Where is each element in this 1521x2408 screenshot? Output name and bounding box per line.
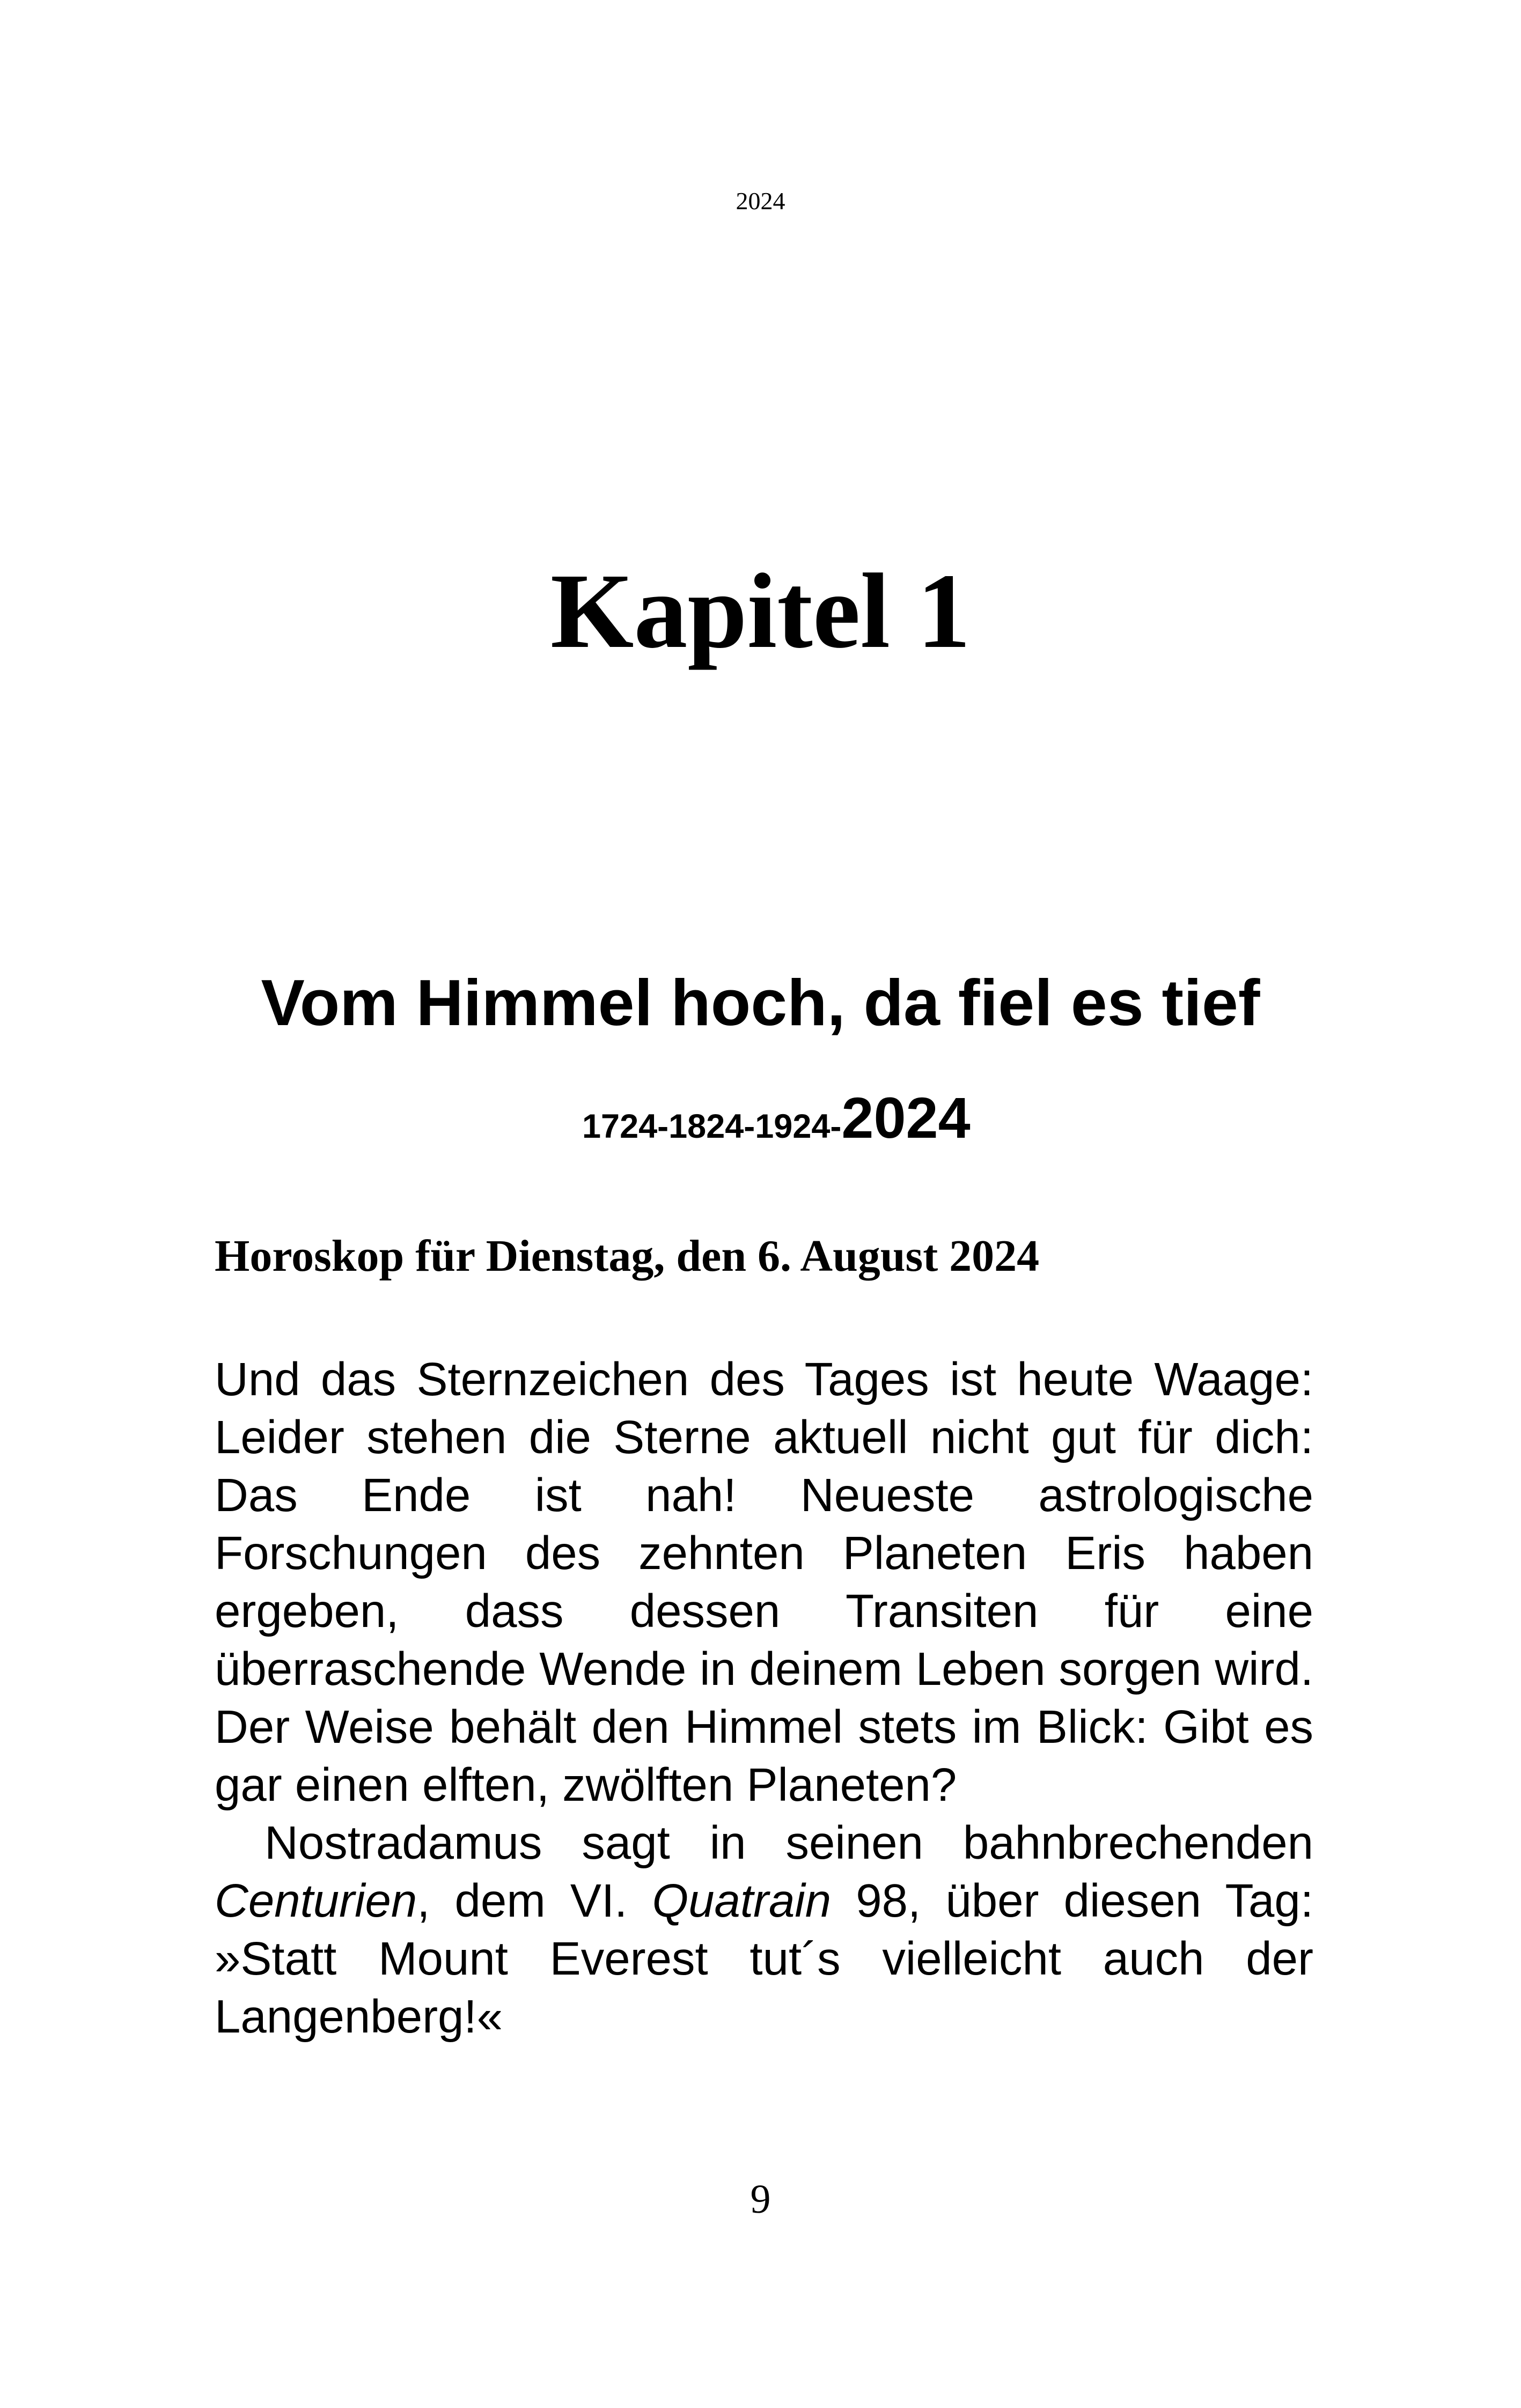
paragraph-2-text-1: Nostradamus sagt in seinen bahnbrechenden xyxy=(264,1817,1313,1869)
body-text xyxy=(215,1351,1313,2046)
section-title: Vom Himmel hoch, da fiel es tief xyxy=(261,966,1260,1039)
paragraph-2-text-2: , dem VI. xyxy=(417,1875,652,1927)
years-line xyxy=(582,1085,971,1150)
years-prefix: 1724-1824-1924- xyxy=(582,1108,842,1145)
quatrain-word: Quatrain xyxy=(652,1875,832,1927)
page-number: 9 xyxy=(750,2177,771,2222)
chapter-title: Kapitel 1 xyxy=(550,552,971,671)
paragraph-2-text-3: 98, über diesen Tag: »Statt Mount Everest tut´s vielleicht auch der Langenberg!« xyxy=(215,1875,1313,2043)
work-title: Centurien xyxy=(215,1875,417,1927)
paragraph-1: Und das Sternzeichen des Tages ist heute Waage: Leider stehen die Sterne aktuell nicht gut für dich: Das Ende ist nah! Neueste astrologische Forschungen des zehnten Planeten Eris haben ergeben, dass dessen Transiten für eine überraschende Wende in deinem Leben sorgen wird. Der Weise behält den Himmel stets im Blick: Gibt es gar einen elften, zwölften Planeten? xyxy=(215,1353,1313,1811)
paragraph-2 xyxy=(215,1814,1313,2046)
horoscope-heading: Horoskop für Dienstag, den 6. August 2024 xyxy=(215,1231,1040,1281)
running-header: 2024 xyxy=(736,187,785,215)
years-highlight: 2024 xyxy=(841,1085,971,1150)
